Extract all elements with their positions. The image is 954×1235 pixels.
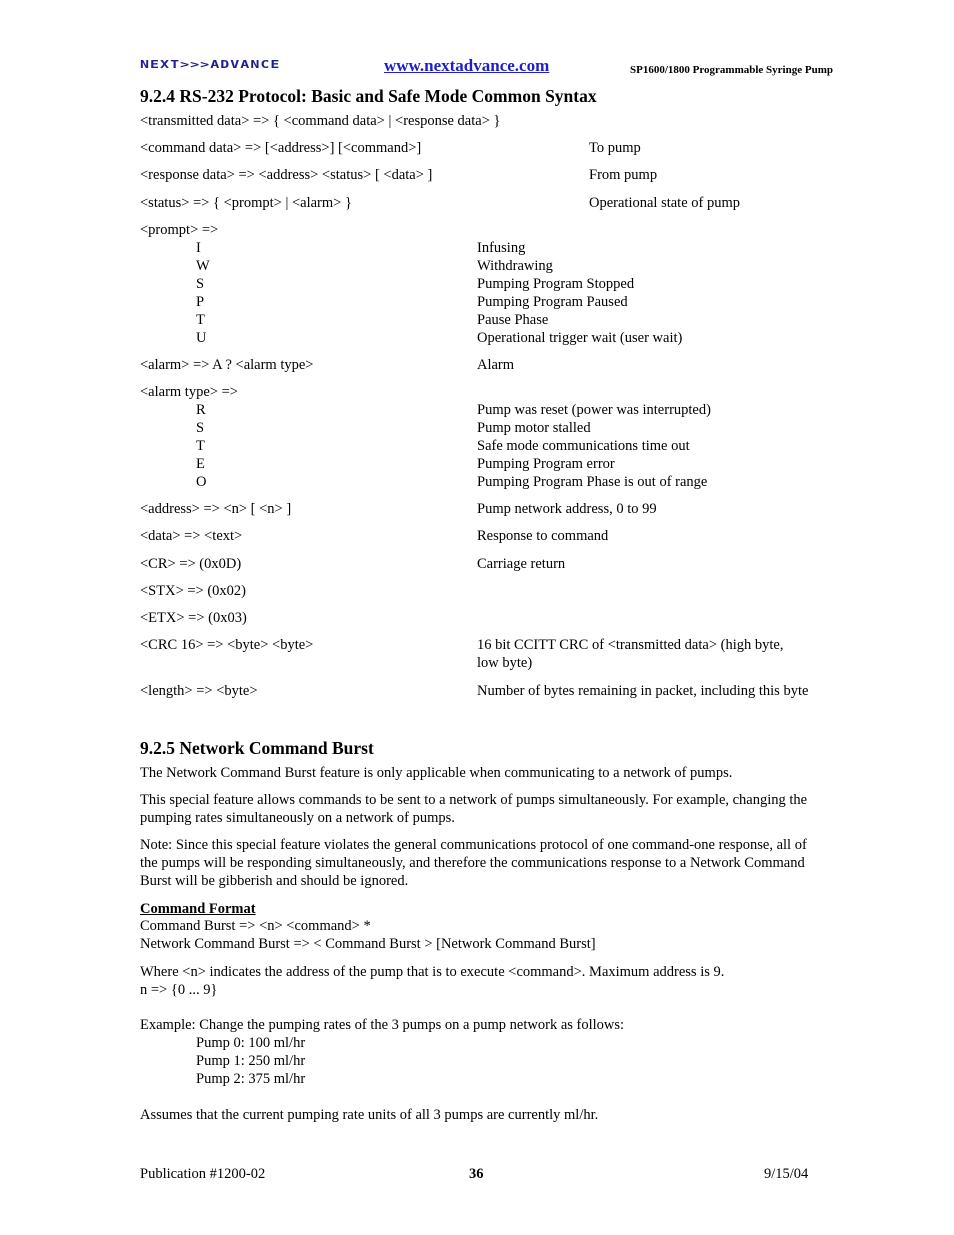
alarm-type-desc: Pump was reset (power was interrupted) [477,402,711,418]
prompt-code: I [196,240,201,256]
prompt-desc: Pumping Program Stopped [477,276,635,292]
address-def: <address> => <n> [ <n> ] [140,501,292,517]
length-def: <length> => <byte> [140,683,258,699]
footer-page-number: 36 [469,1166,484,1182]
stx-def: <STX> => (0x02) [140,583,247,599]
alarm-type-code: E [196,456,205,472]
alarm-type-code: R [196,402,206,418]
prompt-code: U [196,330,207,346]
company-logo: NEXT>>>ADVANCE [140,58,281,71]
alarm-def: <alarm> => A ? <alarm type> [140,357,314,373]
alarm-type-code: S [196,420,205,436]
footer-date: 9/15/04 [764,1166,809,1182]
section-heading-9-2-4: 9.2.4 RS-232 Protocol: Basic and Safe Mode Common Syntax [140,86,597,106]
example-item: Pump 1: 250 ml/hr [196,1053,306,1069]
alarm-type-code: T [196,438,205,454]
prompt-desc: Infusing [477,240,526,256]
status-def: <status> => { <prompt> | <alarm> } [140,195,352,211]
crc-def: <CRC 16> => <byte> <byte> [140,637,314,653]
prompt-code: W [196,258,210,274]
prompt-desc: Operational trigger wait (user wait) [477,330,683,346]
alarm-type-desc: Safe mode communications time out [477,438,690,454]
data-desc: Response to command [477,528,609,544]
example-item: Pump 0: 100 ml/hr [196,1035,306,1051]
example-intro: Example: Change the pumping rates of the 3 pumps on a pump network as follows: [140,1017,625,1033]
cr-desc: Carriage return [477,556,566,572]
prompt-def: <prompt> => [140,222,219,238]
website-link[interactable]: www.nextadvance.com [384,56,550,75]
paragraph: This special feature allows commands to be sent to a network of pumps simultaneously. For example, changing the pumping rates simultaneously on a network of pumps. [140,792,808,826]
footer-publication: Publication #1200-02 [140,1166,266,1182]
command-format-heading: Command Format [140,901,256,917]
alarm-type-desc: Pumping Program Phase is out of range [477,474,708,490]
etx-def: <ETX> => (0x03) [140,610,247,626]
alarm-type-def: <alarm type> => [140,384,238,400]
where-line: Where <n> indicates the address of the pump that is to execute <command>. Maximum address is 9. [140,964,725,980]
example-item: Pump 2: 375 ml/hr [196,1071,306,1087]
command-data-def: <command data> => [<address>] [<command>] [140,140,422,156]
response-data-desc: From pump [589,167,658,183]
alarm-type-desc: Pump motor stalled [477,420,591,436]
where-line: n => {0 ... 9} [140,982,218,998]
assumes-paragraph: Assumes that the current pumping rate units of all 3 pumps are currently ml/hr. [140,1107,599,1123]
alarm-type-code: O [196,474,207,490]
prompt-code: T [196,312,205,328]
alarm-type-desc: Pumping Program error [477,456,615,472]
note-paragraph: Note: Since this special feature violates the general communications protocol of one command-one response, all of the pumps will be responding simultaneously, and therefore the communications response to a Network Command Burst will be gibberish and should be ignored. [140,837,807,889]
paragraph: The Network Command Burst feature is only applicable when communicating to a network of pumps. [140,765,733,781]
prompt-desc: Withdrawing [477,258,553,274]
crc-desc: 16 bit CCITT CRC of <transmitted data> (high byte, low byte) [477,637,784,671]
prompt-desc: Pause Phase [477,312,549,328]
prompt-desc: Pumping Program Paused [477,294,628,310]
response-data-def: <response data> => <address> <status> [ <data> ] [140,167,433,183]
command-format-line: Network Command Burst => < Command Burst > [Network Command Burst] [140,936,596,952]
status-desc: Operational state of pump [589,195,740,211]
document-title: SP1600/1800 Programmable Syringe Pump [630,64,833,76]
command-format-line: Command Burst => <n> <command> * [140,918,371,934]
transmitted-data-def: <transmitted data> => { <command data> | <response data> } [140,113,501,129]
section-heading-9-2-5: 9.2.5 Network Command Burst [140,738,374,758]
command-data-desc: To pump [589,140,641,156]
address-desc: Pump network address, 0 to 99 [477,501,657,517]
length-desc: Number of bytes remaining in packet, including this byte [477,683,809,699]
cr-def: <CR> => (0x0D) [140,556,242,572]
data-def: <data> => <text> [140,528,243,544]
prompt-code: S [196,276,205,292]
prompt-code: P [196,294,205,310]
alarm-desc: Alarm [477,357,515,373]
